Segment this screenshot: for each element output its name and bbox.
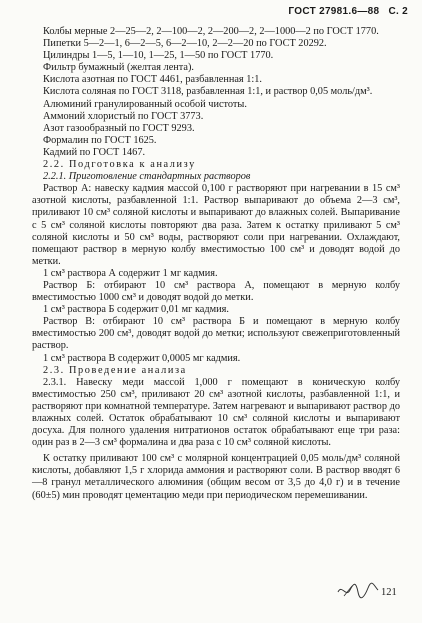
- equipment-line: Цилиндры 1—5, 1—10, 1—25, 1—50 по ГОСТ 1770.: [43, 50, 274, 62]
- solution-b-paragraph: Раствор Б: отбирают 10 см³ раствора А, помещают в мерную колбу вместимостью 1000 см³ и доводят водой до метки.: [32, 279, 400, 304]
- reagent-line: Алюминий гранулированный особой чистоты.: [43, 98, 247, 110]
- reagent-line: Кислота соляная по ГОСТ 3118, разбавленная 1:1, и раствор 0,05 моль/дм³.: [43, 86, 373, 98]
- solution-v-paragraph: Раствор В: отбирают 10 см³ раствора Б и помещают в мерную колбу вместимостью 200 см³, доводят водой до метки; используют свежеприготовленный раствор.: [32, 316, 400, 352]
- reagent-line: Формалин по ГОСТ 1625.: [43, 134, 157, 146]
- equipment-line: Пипетки 5—2—1, 6—2—5, 6—2—10, 2—2—20 по ГОСТ 20292.: [43, 38, 327, 50]
- equipment-line: Фильтр бумажный (желтая лента).: [43, 62, 194, 74]
- page-header: [282, 6, 408, 17]
- solution-v-content: 1 см³ раствора В содержит 0,0005 мг кадмия.: [43, 352, 241, 364]
- analysis-paragraph: 2.3.1. Навеску меди массой 1,000 г помещают в коническую колбу вместимостью 250 см³, приливают 20 см³ азотной кислоты, разбавленной 1:1, и растворяют при комнатной температуре. Затем нагревают и выпаривают раствор до влажных солей. Остаток обрабатывают 10 см³ соляной кислоты и выпаривают досуха. Для полного удаления нитратионов остаток обрабатывают еще три раза: один раз в 2—3 см³ формалина и два раза с 10 см³ соляной кислоты.: [32, 376, 400, 449]
- solution-a-paragraph: Раствор А: навеску кадмия массой 0,100 г растворяют при нагревании в 15 см³ азотной кислоты, разбавленной 1:1. Раствор выпаривают до объема 2—3 см³, приливают 10 см³ соляной кислоты и выпаривают до влажных солей. Выпаривание с 5 см³ соляной кислоты повторяют два раза. Затем к остатку приливают 5 см³ соляной кислоты и 50 см³ воды, растворяют соли при нагревании. Охлаждают, помещают раствор в мерную колбу вместимостью 100 см³ и доводят водой до метки.: [32, 183, 400, 267]
- body-text: [32, 26, 400, 502]
- header-page-label: С. 2: [388, 6, 408, 17]
- subsection-heading-2-2-1: 2.2.1. Приготовление стандартных растворов: [43, 171, 251, 183]
- analysis-final-paragraph: К остатку приливают 100 см³ с молярной концентрацией 0,05 моль/дм³ соляной кислоты, добавляют 1,5 г хлорида аммония и растворяют соли. В раствор вводят 6—8 гранул металлического алюминия (общим весом от 3,5 до 4,0 г) и в течение (60±5) мин проводят цементацию меди при периодическом перемешивании.: [32, 453, 400, 501]
- reagent-line: Аммоний хлористый по ГОСТ 3773.: [43, 110, 204, 122]
- solution-a-content: 1 см³ раствора А содержит 1 мг кадмия.: [43, 267, 218, 279]
- section-heading-2-2: 2.2. Подготовка к анализу: [43, 159, 196, 171]
- equipment-line: Колбы мерные 2—25—2, 2—100—2, 2—200—2, 2—1000—2 по ГОСТ 1770.: [43, 26, 379, 37]
- handwritten-mark-icon: [336, 578, 380, 602]
- standard-number: ГОСТ 27981.6—88: [288, 6, 380, 17]
- reagent-line: Азот газообразный по ГОСТ 9293.: [43, 122, 195, 134]
- reagent-line: Кадмий по ГОСТ 1467.: [43, 146, 146, 158]
- section-heading-2-3: 2.3. Проведение анализа: [43, 364, 187, 376]
- solution-b-content: 1 см³ раствора Б содержит 0,01 мг кадмия.: [43, 304, 229, 316]
- reagent-line: Кислота азотная по ГОСТ 4461, разбавленная 1:1.: [43, 74, 262, 86]
- page-number: 121: [381, 587, 397, 598]
